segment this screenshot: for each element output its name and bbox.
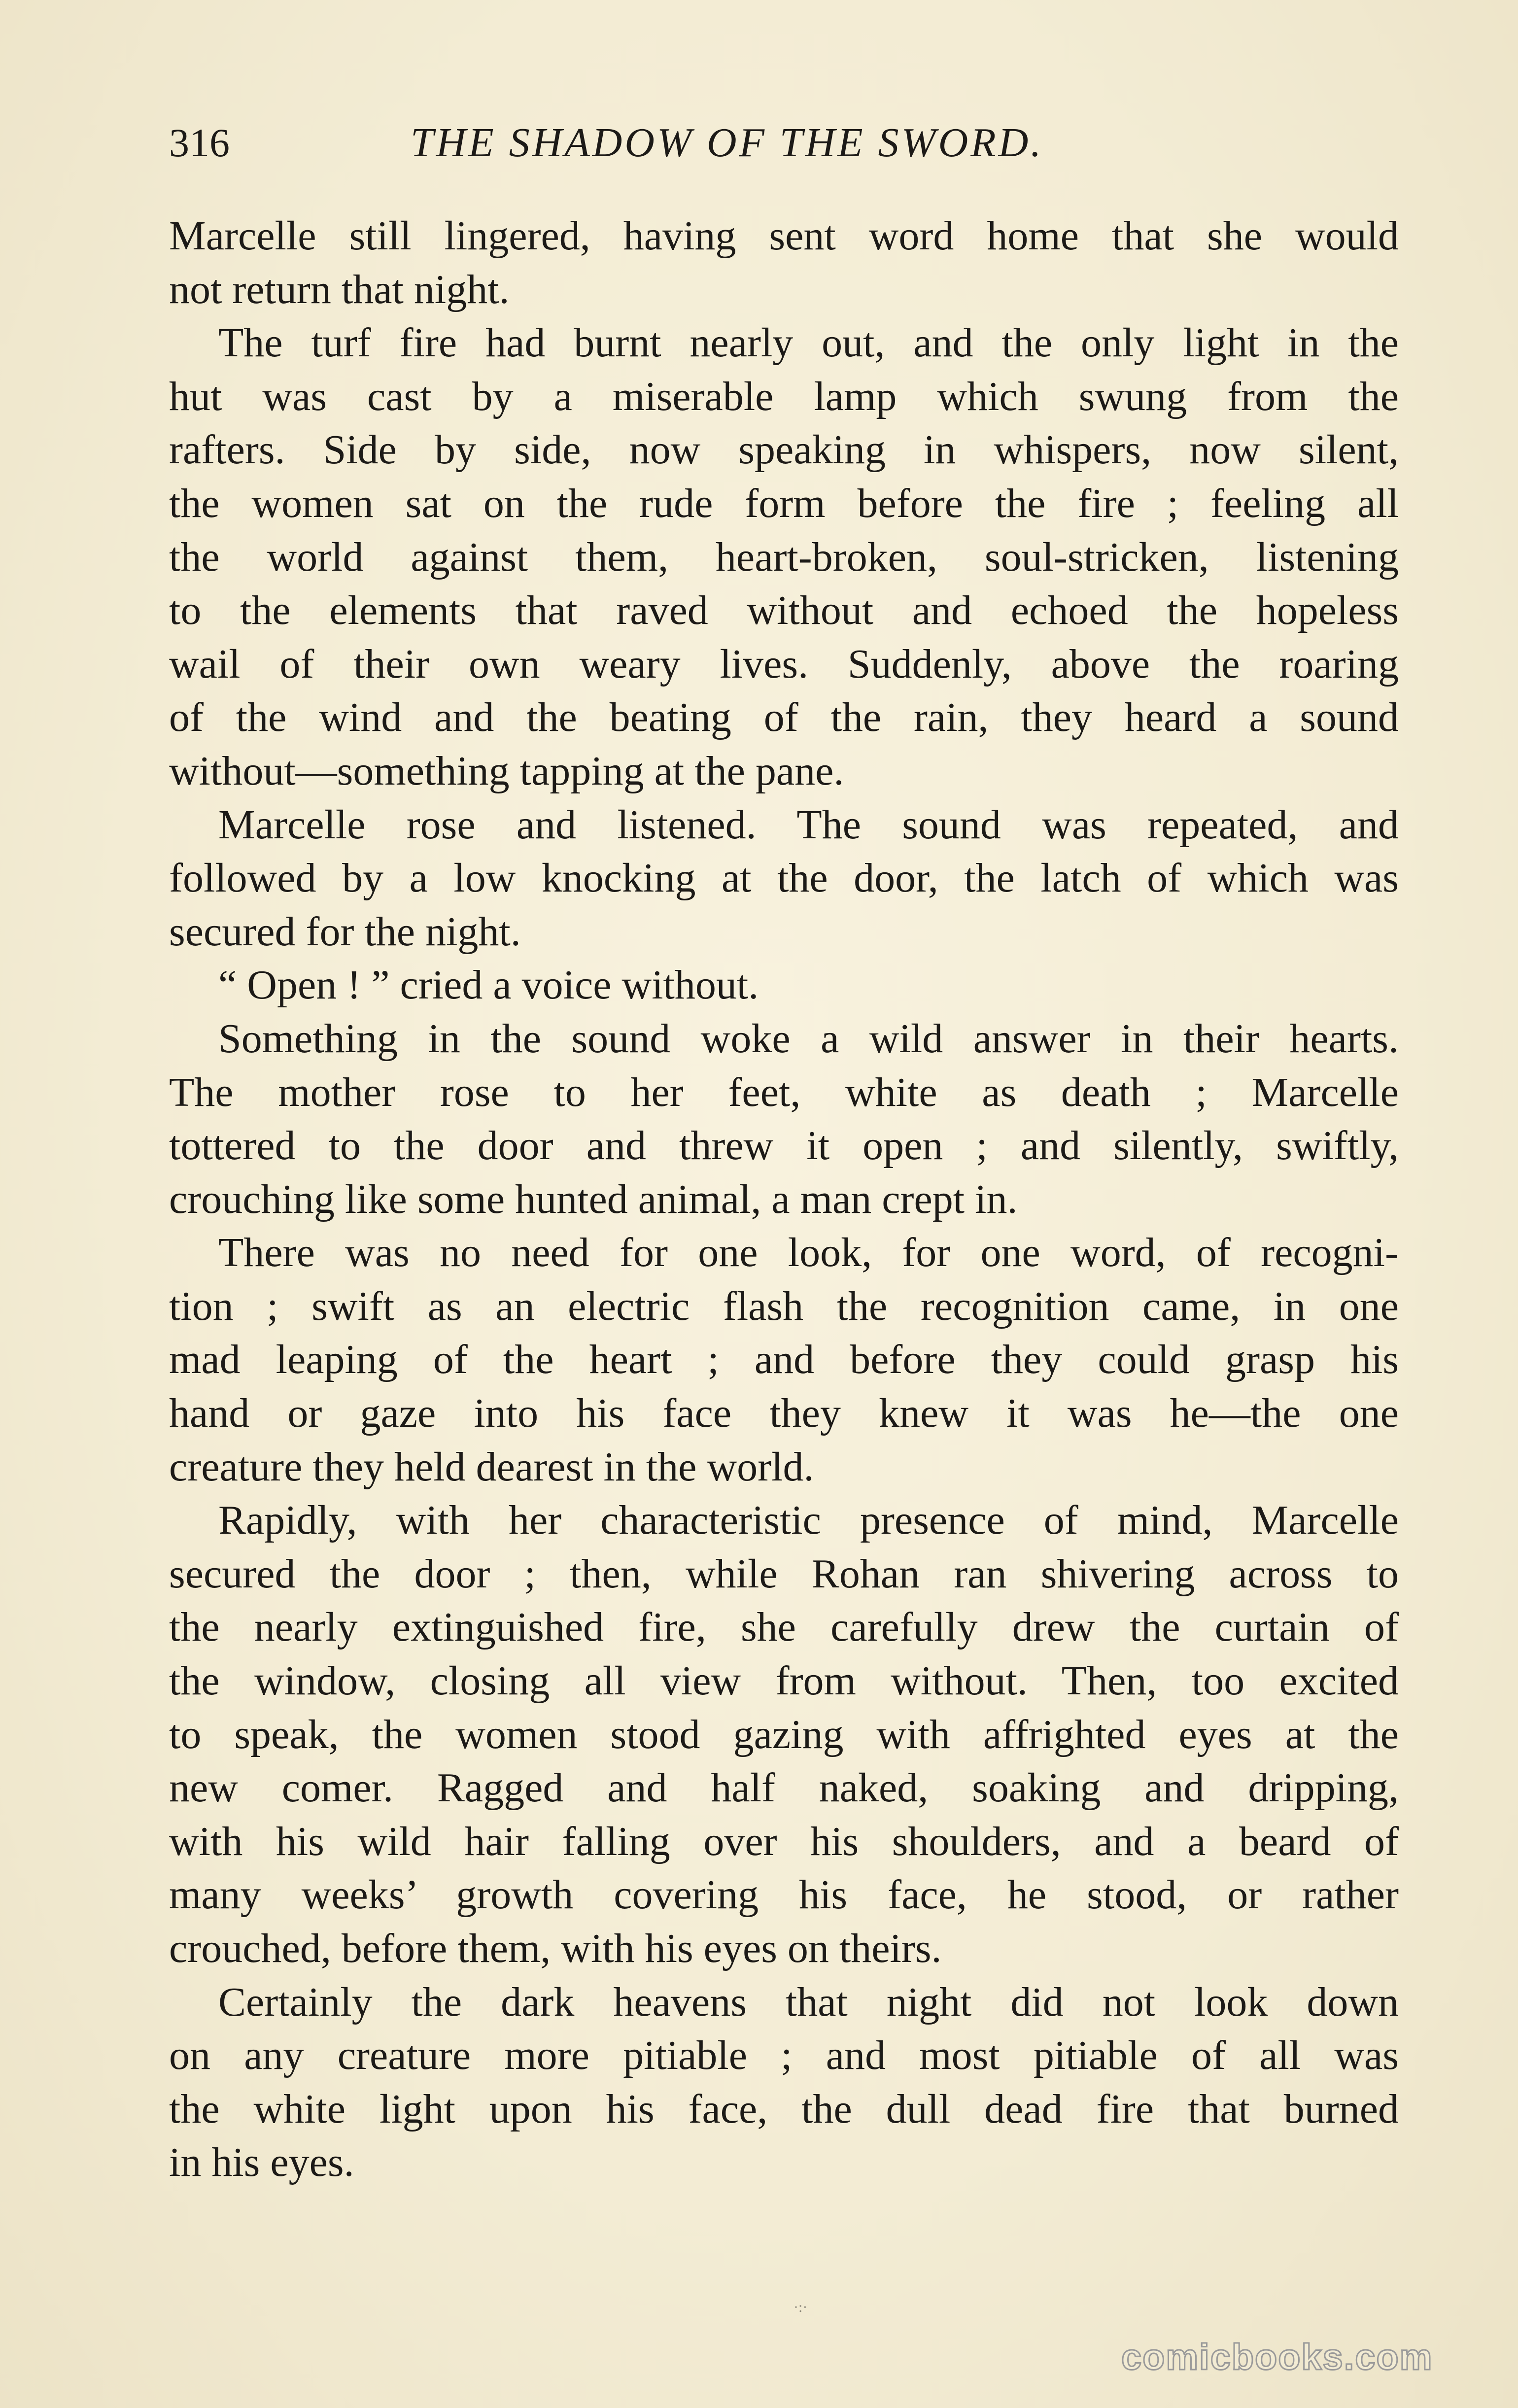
text-line: in his eyes. xyxy=(169,2139,354,2186)
text-line: followed by a low knocking at the door, the latch of which was xyxy=(169,855,1399,901)
ink-speck-mark: ·:· xyxy=(794,2299,808,2315)
text-line: the world against them, heart-broken, soul-stricken, listening xyxy=(169,534,1399,580)
text-line: crouched, before them, with his eyes on theirs. xyxy=(169,1926,942,1971)
text-line: of the wind and the beating of the rain, they heard a sound xyxy=(169,694,1399,741)
text-line: tottered to the door and threw it open ; and silently, swiftly, xyxy=(169,1123,1399,1169)
paragraph xyxy=(169,1226,1399,1494)
text-line: the women sat on the rude form before the fire ; feeling all xyxy=(169,480,1399,526)
paragraph xyxy=(169,798,1399,959)
paragraph xyxy=(169,209,1399,316)
watermark-logo: comicbooks.com xyxy=(1121,2337,1433,2377)
text-line: to the elements that raved without and echoed the hopeless xyxy=(169,587,1399,634)
text-line: Rapidly, with her characteristic presence of mind, Marcelle xyxy=(218,1497,1399,1544)
paragraph xyxy=(169,1494,1399,1975)
body-text xyxy=(169,209,1399,2190)
paragraph xyxy=(169,1012,1399,1226)
page-header xyxy=(169,113,1401,172)
text-line: with his wild hair falling over his shoulders, and a beard of xyxy=(169,1818,1399,1864)
text-line: crouching like some hunted animal, a man crept in. xyxy=(169,1176,1018,1222)
text-line: not return that night. xyxy=(169,266,510,312)
page-number: 316 xyxy=(169,120,230,165)
text-line: Something in the sound woke a wild answer in their hearts. xyxy=(218,1015,1399,1062)
text-line: secured the door ; then, while Rohan ran shivering across to xyxy=(169,1550,1399,1597)
text-line: tion ; swift as an electric flash the recognition came, in one xyxy=(169,1283,1399,1329)
paragraph xyxy=(169,1976,1399,2190)
text-line: without—something tapping at the pane. xyxy=(169,748,844,794)
paragraph xyxy=(169,316,1399,798)
text-line: the nearly extinguished fire, she carefully drew the curtain of xyxy=(169,1604,1399,1651)
text-line: wail of their own weary lives. Suddenly, above the roaring xyxy=(169,641,1399,687)
text-line: “ Open ! ” cried a voice without. xyxy=(218,962,759,1008)
text-line: many weeks’ growth covering his face, he stood, or rather xyxy=(169,1872,1399,1918)
text-line: hand or gaze into his face they knew it was he—the one xyxy=(169,1390,1399,1437)
text-line: creature they held dearest in the world. xyxy=(169,1444,814,1490)
text-line: Marcelle still lingered, having sent word home that she would xyxy=(169,213,1399,259)
text-line: The mother rose to her feet, white as death ; Marcelle xyxy=(169,1069,1399,1115)
text-line: The turf fire had burnt nearly out, and the only light in the xyxy=(218,320,1399,366)
text-line: Marcelle rose and listened. The sound was repeated, and xyxy=(218,801,1399,848)
text-line: rafters. Side by side, now speaking in whispers, now silent, xyxy=(169,427,1399,473)
text-line: There was no need for one look, for one word, of recogni- xyxy=(218,1230,1399,1276)
text-line: mad leaping of the heart ; and before they could grasp his xyxy=(169,1337,1399,1383)
text-line: on any creature more pitiable ; and most pitiable of all was xyxy=(169,2032,1399,2079)
text-line: Certainly the dark heavens that night did not look down xyxy=(218,1979,1399,2025)
running-title: THE SHADOW OF THE SWORD. xyxy=(411,120,1044,166)
text-line: the window, closing all view from without. Then, too excited xyxy=(169,1658,1399,1704)
text-line: to speak, the women stood gazing with affrighted eyes at the xyxy=(169,1711,1399,1757)
text-line: new comer. Ragged and half naked, soaking and dripping, xyxy=(169,1765,1399,1811)
text-line: hut was cast by a miserable lamp which swung from the xyxy=(169,373,1399,419)
text-line: the white light upon his face, the dull dead fire that burned xyxy=(169,2086,1399,2132)
paragraph xyxy=(169,959,1399,1012)
text-line: secured for the night. xyxy=(169,908,521,955)
